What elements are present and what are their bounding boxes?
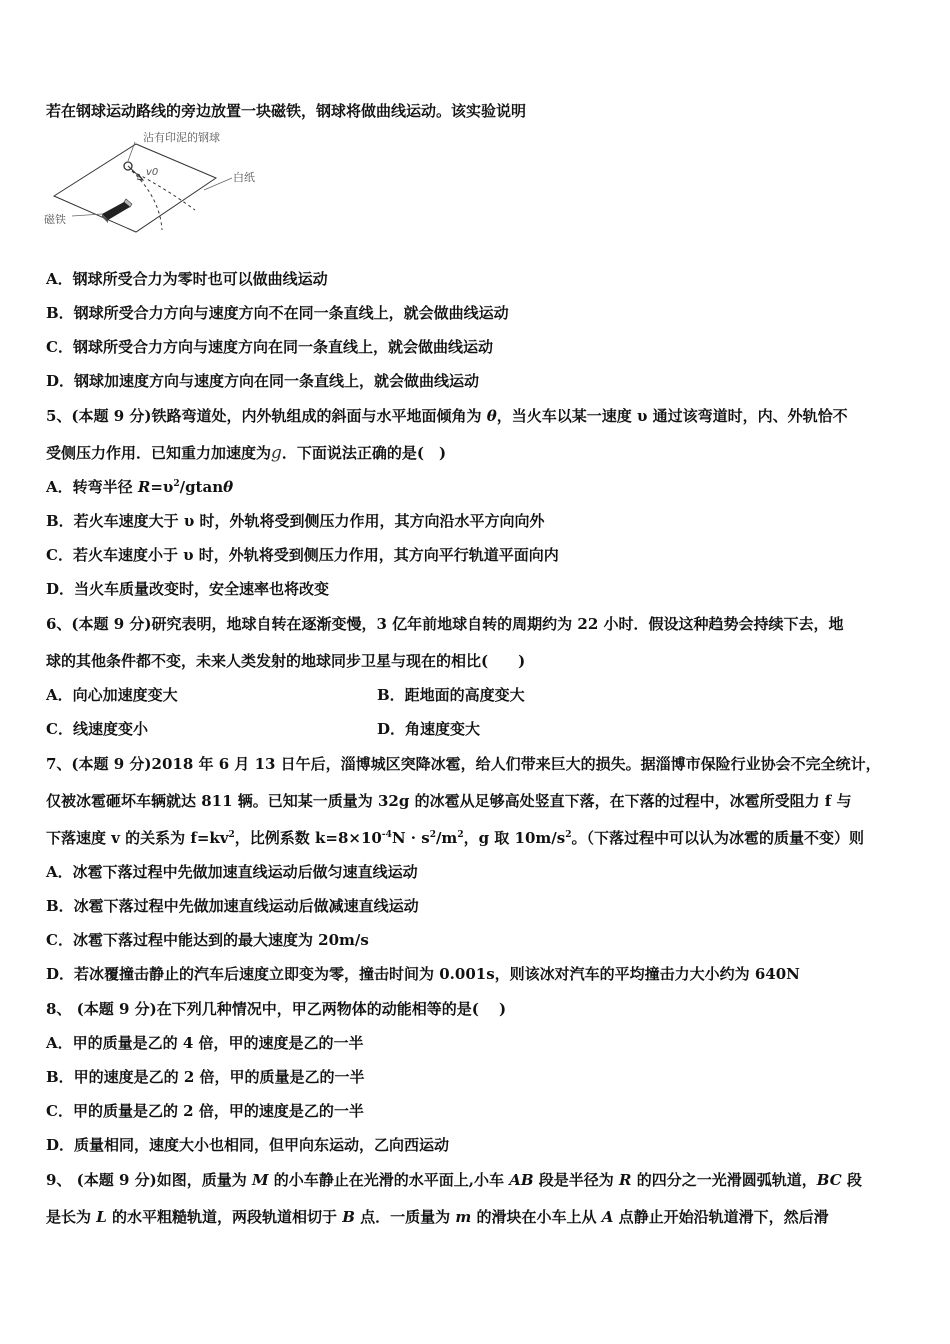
q7-option-d: D．若冰覆撞击静止的汽车后速度立即变为零，撞击时间为 0.001s，则该冰对汽车的平均撞击力大小约为 640N bbox=[46, 965, 800, 983]
q7-option-c: C．冰雹下落过程中能达到的最大速度为 20m/s bbox=[46, 931, 369, 949]
q4-intro: 若在钢球运动路线的旁边放置一块磁铁，钢球将做曲线运动。该实验说明 bbox=[46, 102, 527, 120]
q5-option-a: A．转弯半径 $R=\upsilon^2$/gtanθ bbox=[46, 478, 234, 496]
q6-stem-line2: 球的其他条件都不变，未来人类发射的地球同步卫星与现在的相比( ) bbox=[46, 652, 526, 670]
q9-stem-line2: 是长为 L 的水平粗糙轨道，两段轨道相切于 B 点．一质量为 m 的滑块在小车上从 A 点静止开始沿轨道滑下，然后滑 bbox=[46, 1208, 829, 1226]
q6-stem-line1: 6、(本题 9 分)研究表明，地球自转在逐渐变慢，3 亿年前地球自转的周期约为 22 小时．假设这种趋势会持续下去，地 bbox=[46, 615, 844, 633]
magnet-steel-ball-figure bbox=[40, 128, 280, 240]
label-v0: v0 bbox=[146, 167, 159, 178]
q8-stem: 8、 (本题 9 分)在下列几种情况中，甲乙两物体的动能相等的是( ) bbox=[46, 1000, 507, 1018]
q8-option-d: D．质量相同，速度大小也相同，但甲向东运动，乙向西运动 bbox=[46, 1136, 450, 1154]
straight-path-dashed bbox=[132, 171, 195, 210]
q8-option-a: A．甲的质量是乙的 4 倍，甲的速度是乙的一半 bbox=[46, 1034, 364, 1052]
q5-option-b: B．若火车速度大于 υ 时，外轨将受到侧压力作用，其方向沿水平方向向外 bbox=[46, 512, 545, 530]
q7-option-b: B．冰雹下落过程中先做加速直线运动后做减速直线运动 bbox=[46, 897, 419, 915]
q6-option-d: D．角速度变大 bbox=[377, 720, 481, 738]
q5-option-d: D．当火车质量改变时，安全速率也将改变 bbox=[46, 580, 330, 598]
q7-stem-line1: 7、(本题 9 分)2018 年 6 月 13 日午后，淄博城区突降冰雹，给人们带来巨大的损失。据淄博市保险行业协会不完全统计， bbox=[46, 755, 881, 773]
q4-option-a: A．钢球所受合力为零时也可以做曲线运动 bbox=[46, 270, 328, 288]
q8-option-b: B．甲的速度是乙的 2 倍，甲的质量是乙的一半 bbox=[46, 1068, 365, 1086]
q4-option-d: D．钢球加速度方向与速度方向在同一条直线上，就会做曲线运动 bbox=[46, 372, 480, 390]
q6-option-a: A．向心加速度变大 bbox=[46, 686, 178, 704]
white-paper-shape bbox=[54, 144, 216, 232]
q7-option-a: A．冰雹下落过程中先做加速直线运动后做匀速直线运动 bbox=[46, 863, 418, 881]
label-magnet: 磁铁 bbox=[44, 213, 66, 226]
q5-stem-line2: 受侧压力作用．已知重力加速度为g．下面说法正确的是( ) bbox=[46, 443, 447, 463]
q6-option-b: B．距地面的高度变大 bbox=[377, 686, 525, 704]
label-steel-ball: 沾有印泥的钢球 bbox=[143, 131, 220, 144]
q4-option-b: B．钢球所受合力方向与速度方向不在同一条直线上，就会做曲线运动 bbox=[46, 304, 509, 322]
q8-option-c: C．甲的质量是乙的 2 倍，甲的速度是乙的一半 bbox=[46, 1102, 364, 1120]
q9-stem-line1: 9、 (本题 9 分)如图，质量为 M 的小车静止在光滑的水平面上,小车 AB 段是半径为 R 的四分之一光滑圆弧轨道，BC 段 bbox=[46, 1171, 862, 1189]
q5-option-c: C．若火车速度小于 υ 时，外轨将受到侧压力作用，其方向平行轨道平面向内 bbox=[46, 546, 559, 564]
magnet-icon bbox=[102, 199, 132, 223]
label-white-paper: 白纸 bbox=[233, 171, 255, 184]
q7-stem-line3: 下落速度 v 的关系为 $f=kv^2$，比例系数 $k=8\times 10^{-4}N \cdot s^2/m^2$，g 取 $10m/s^2$。（下落过程中可以认为冰雹的质量不变）则 bbox=[46, 829, 864, 847]
q7-stem-line2: 仅被冰雹砸坏车辆就达 811 辆。已知某一质量为 32g 的冰雹从足够高处竖直下落，在下落的过程中，冰雹所受阻力 f 与 bbox=[46, 792, 852, 810]
curved-path-dashed bbox=[132, 171, 162, 230]
q5-stem-line1: 5、(本题 9 分)铁路弯道处，内外轨组成的斜面与水平地面倾角为 θ，当火车以某一速度 υ 通过该弯道时，内、外轨恰不 bbox=[46, 407, 848, 425]
q4-option-c: C．钢球所受合力方向与速度方向在同一条直线上，就会做曲线运动 bbox=[46, 338, 493, 356]
q6-option-c: C．线速度变小 bbox=[46, 720, 148, 738]
